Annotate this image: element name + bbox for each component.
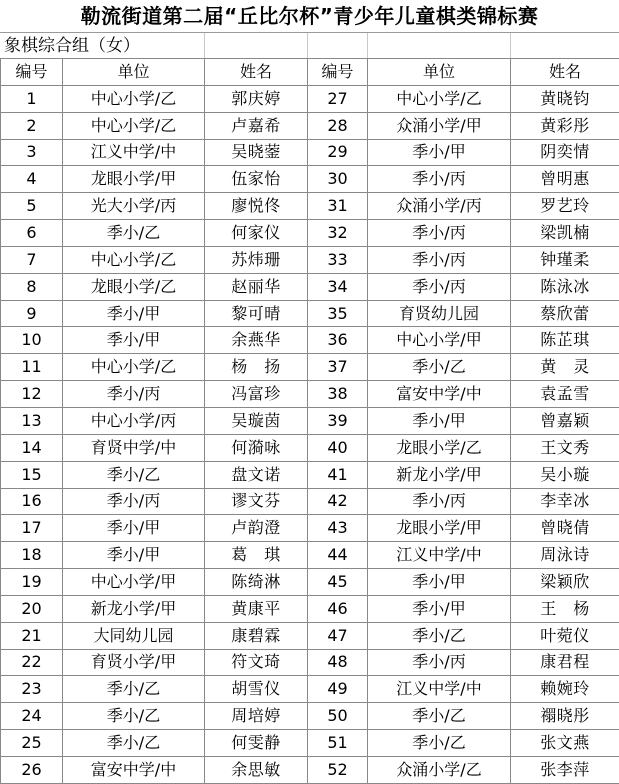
cell-number[interactable]: 27 (308, 85, 368, 112)
cell-unit[interactable]: 中心小学/丙 (63, 407, 205, 434)
cell-unit[interactable]: 季小/丙 (63, 488, 205, 515)
table-row (1, 488, 619, 515)
cell-name[interactable]: 符文琦 (205, 649, 308, 676)
gridline (510, 33, 511, 59)
cell-number[interactable]: 8 (1, 273, 63, 300)
cell-unit[interactable]: 季小/甲 (368, 407, 511, 434)
cell-number[interactable]: 22 (1, 649, 63, 676)
table-row (1, 220, 619, 247)
sheet-title: 勒流街道第二届“丘比尔杯”青少年儿童棋类锦标赛 (0, 0, 619, 32)
cell-number[interactable]: 24 (1, 703, 63, 730)
table-row (1, 85, 619, 112)
cell-number[interactable]: 39 (308, 407, 368, 434)
cell-name[interactable]: 赵丽华 (205, 273, 308, 300)
cell-number[interactable]: 51 (308, 730, 368, 757)
cell-unit[interactable]: 季小/甲 (368, 569, 511, 596)
cell-name[interactable]: 余燕华 (205, 327, 308, 354)
cell-unit[interactable]: 季小/乙 (63, 703, 205, 730)
cell-name[interactable]: 曾晓倩 (511, 515, 619, 542)
table-row (1, 622, 619, 649)
cell-unit[interactable]: 育贤中学/中 (63, 434, 205, 461)
cell-unit[interactable]: 季小/乙 (368, 622, 511, 649)
table-row (1, 407, 619, 434)
cell-number[interactable]: 48 (308, 649, 368, 676)
cell-unit[interactable]: 富安中学/中 (368, 381, 511, 408)
header-number[interactable]: 编号 (308, 59, 368, 86)
cell-name[interactable]: 郭庆婷 (205, 85, 308, 112)
cell-number[interactable]: 28 (308, 112, 368, 139)
table-body (1, 85, 619, 783)
cell-number[interactable]: 6 (1, 220, 63, 247)
cell-number[interactable]: 36 (308, 327, 368, 354)
cell-unit[interactable]: 季小/丙 (368, 166, 511, 193)
cell-name[interactable]: 赖婉玲 (511, 676, 619, 703)
cell-unit[interactable]: 富安中学/中 (63, 756, 205, 783)
cell-name[interactable]: 李幸冰 (511, 488, 619, 515)
cell-number[interactable]: 2 (1, 112, 63, 139)
table-row (1, 434, 619, 461)
table-row (1, 649, 619, 676)
cell-unit[interactable]: 季小/甲 (368, 595, 511, 622)
cell-name[interactable]: 何家仪 (205, 220, 308, 247)
cell-name[interactable]: 黄晓钧 (511, 85, 619, 112)
cell-unit[interactable]: 季小/丙 (368, 246, 511, 273)
table-row (1, 730, 619, 757)
cell-name[interactable]: 吴璇茵 (205, 407, 308, 434)
cell-number[interactable]: 40 (308, 434, 368, 461)
cell-name[interactable]: 黄 灵 (511, 354, 619, 381)
cell-number[interactable]: 16 (1, 488, 63, 515)
cell-number[interactable]: 49 (308, 676, 368, 703)
cell-number[interactable]: 44 (308, 542, 368, 569)
cell-unit[interactable]: 季小/丙 (368, 649, 511, 676)
cell-name[interactable]: 康碧霖 (205, 622, 308, 649)
cell-name[interactable]: 陈绮淋 (205, 569, 308, 596)
cell-number[interactable]: 18 (1, 542, 63, 569)
cell-number[interactable]: 23 (1, 676, 63, 703)
table-row (1, 542, 619, 569)
cell-name[interactable]: 陈芷琪 (511, 327, 619, 354)
cell-number[interactable]: 20 (1, 595, 63, 622)
cell-unit[interactable]: 季小/甲 (63, 515, 205, 542)
table-row (1, 461, 619, 488)
table-row (1, 381, 619, 408)
cell-unit[interactable]: 季小/丙 (63, 381, 205, 408)
cell-name[interactable]: 陈泳冰 (511, 273, 619, 300)
cell-name[interactable]: 黎可晴 (205, 300, 308, 327)
cell-unit[interactable]: 季小/乙 (63, 730, 205, 757)
cell-unit[interactable]: 季小/乙 (368, 703, 511, 730)
cell-unit[interactable]: 季小/乙 (63, 461, 205, 488)
table-row (1, 166, 619, 193)
cell-number[interactable]: 46 (308, 595, 368, 622)
cell-name[interactable]: 罗艺玲 (511, 193, 619, 220)
cell-unit[interactable]: 龙眼小学/乙 (63, 273, 205, 300)
cell-unit[interactable]: 季小/丙 (368, 220, 511, 247)
cell-unit[interactable]: 大同幼儿园 (63, 622, 205, 649)
cell-number[interactable]: 14 (1, 434, 63, 461)
cell-number[interactable]: 26 (1, 756, 63, 783)
cell-name[interactable]: 周泳诗 (511, 542, 619, 569)
cell-number[interactable]: 1 (1, 85, 63, 112)
cell-number[interactable]: 43 (308, 515, 368, 542)
cell-number[interactable]: 3 (1, 139, 63, 166)
cell-name[interactable]: 余思敏 (205, 756, 308, 783)
cell-number[interactable]: 33 (308, 246, 368, 273)
cell-number[interactable]: 5 (1, 193, 63, 220)
cell-unit[interactable]: 中心小学/乙 (63, 354, 205, 381)
cell-name[interactable]: 康君程 (511, 649, 619, 676)
cell-name[interactable]: 叶菀仪 (511, 622, 619, 649)
table-row (1, 756, 619, 783)
cell-name[interactable]: 黄彩彤 (511, 112, 619, 139)
cell-number[interactable]: 25 (1, 730, 63, 757)
cell-unit[interactable]: 中心小学/乙 (63, 246, 205, 273)
cell-unit[interactable]: 新龙小学/甲 (63, 595, 205, 622)
cell-unit[interactable]: 江义中学/中 (368, 676, 511, 703)
cell-number[interactable]: 13 (1, 407, 63, 434)
cell-name[interactable]: 伍家怡 (205, 166, 308, 193)
table-row (1, 515, 619, 542)
cell-number[interactable]: 32 (308, 220, 368, 247)
cell-unit[interactable]: 季小/甲 (63, 327, 205, 354)
cell-name[interactable]: 胡雪仪 (205, 676, 308, 703)
cell-name[interactable]: 谬文芬 (205, 488, 308, 515)
cell-name[interactable]: 吴晓蓥 (205, 139, 308, 166)
cell-number[interactable]: 10 (1, 327, 63, 354)
table-row (1, 112, 619, 139)
table-row (1, 569, 619, 596)
cell-number[interactable]: 31 (308, 193, 368, 220)
cell-name[interactable]: 葛 琪 (205, 542, 308, 569)
cell-name[interactable]: 卢嘉希 (205, 112, 308, 139)
cell-name[interactable]: 何漪咏 (205, 434, 308, 461)
cell-unit[interactable]: 季小/乙 (63, 676, 205, 703)
cell-name[interactable]: 王文秀 (511, 434, 619, 461)
cell-unit[interactable]: 季小/乙 (368, 730, 511, 757)
cell-number[interactable]: 52 (308, 756, 368, 783)
cell-name[interactable]: 苏炜珊 (205, 246, 308, 273)
cell-name[interactable]: 钟瑾柔 (511, 246, 619, 273)
gridline (204, 33, 205, 59)
cell-number[interactable]: 34 (308, 273, 368, 300)
cell-number[interactable]: 37 (308, 354, 368, 381)
cell-number[interactable]: 38 (308, 381, 368, 408)
table-row (1, 139, 619, 166)
gridline (307, 33, 308, 59)
cell-name[interactable]: 冯富珍 (205, 381, 308, 408)
cell-unit[interactable]: 季小/甲 (63, 300, 205, 327)
cell-unit[interactable]: 龙眼小学/甲 (63, 166, 205, 193)
cell-unit[interactable]: 季小/丙 (368, 273, 511, 300)
cell-name[interactable]: 杨 扬 (205, 354, 308, 381)
table-row (1, 595, 619, 622)
cell-name[interactable]: 梁凯楠 (511, 220, 619, 247)
cell-unit[interactable]: 季小/甲 (63, 542, 205, 569)
header-number[interactable]: 编号 (1, 59, 63, 86)
cell-unit[interactable]: 季小/乙 (368, 354, 511, 381)
cell-unit[interactable]: 众涌小学/甲 (368, 112, 511, 139)
cell-unit[interactable]: 季小/丙 (368, 488, 511, 515)
header-unit[interactable]: 单位 (63, 59, 205, 86)
cell-number[interactable]: 41 (308, 461, 368, 488)
cell-name[interactable]: 黄康平 (205, 595, 308, 622)
cell-name[interactable]: 蔡欣蕾 (511, 300, 619, 327)
table-row (1, 273, 619, 300)
cell-name[interactable]: 廖悦佟 (205, 193, 308, 220)
cell-unit[interactable]: 中心小学/乙 (63, 85, 205, 112)
cell-number[interactable]: 29 (308, 139, 368, 166)
cell-number[interactable]: 11 (1, 354, 63, 381)
header-name[interactable]: 姓名 (205, 59, 308, 86)
table-row (1, 676, 619, 703)
table-row (1, 246, 619, 273)
cell-number[interactable]: 45 (308, 569, 368, 596)
cell-name[interactable]: 何雯静 (205, 730, 308, 757)
cell-name[interactable]: 张文燕 (511, 730, 619, 757)
cell-number[interactable]: 15 (1, 461, 63, 488)
header-row (1, 59, 619, 86)
table-row (1, 300, 619, 327)
cell-name[interactable]: 曾明惠 (511, 166, 619, 193)
cell-number[interactable]: 12 (1, 381, 63, 408)
group-subtitle: 象棋综合组（女） (4, 33, 140, 59)
cell-unit[interactable]: 季小/甲 (368, 139, 511, 166)
cell-name[interactable]: 周培婷 (205, 703, 308, 730)
cell-unit[interactable]: 龙眼小学/乙 (368, 434, 511, 461)
cell-name[interactable]: 盘文诺 (205, 461, 308, 488)
header-unit[interactable]: 单位 (368, 59, 511, 86)
cell-unit[interactable]: 育贤幼儿园 (368, 300, 511, 327)
cell-number[interactable]: 30 (308, 166, 368, 193)
cell-name[interactable]: 王 杨 (511, 595, 619, 622)
table-row (1, 193, 619, 220)
cell-name[interactable]: 阴奕情 (511, 139, 619, 166)
cell-unit[interactable]: 光大小学/丙 (63, 193, 205, 220)
table-row (1, 327, 619, 354)
cell-number[interactable]: 7 (1, 246, 63, 273)
cell-number[interactable]: 35 (308, 300, 368, 327)
cell-name[interactable]: 吴小璇 (511, 461, 619, 488)
cell-unit[interactable]: 中心小学/乙 (63, 112, 205, 139)
cell-name[interactable]: 卢韵澄 (205, 515, 308, 542)
cell-name[interactable]: 袁孟雪 (511, 381, 619, 408)
cell-number[interactable]: 17 (1, 515, 63, 542)
cell-unit[interactable]: 季小/乙 (63, 220, 205, 247)
cell-name[interactable]: 梁颖欣 (511, 569, 619, 596)
cell-name[interactable]: 张李萍 (511, 756, 619, 783)
cell-number[interactable]: 19 (1, 569, 63, 596)
cell-number[interactable]: 21 (1, 622, 63, 649)
cell-unit[interactable]: 中心小学/乙 (368, 85, 511, 112)
table-row (1, 354, 619, 381)
cell-unit[interactable]: 中心小学/甲 (63, 569, 205, 596)
subtitle-row (0, 32, 619, 59)
cell-unit[interactable]: 众涌小学/丙 (368, 193, 511, 220)
cell-unit[interactable]: 新龙小学/甲 (368, 461, 511, 488)
cell-unit[interactable]: 育贤小学/甲 (63, 649, 205, 676)
header-name[interactable]: 姓名 (511, 59, 619, 86)
cell-unit[interactable]: 众涌小学/乙 (368, 756, 511, 783)
cell-number[interactable]: 42 (308, 488, 368, 515)
cell-unit[interactable]: 中心小学/甲 (368, 327, 511, 354)
cell-name[interactable]: 禤晓彤 (511, 703, 619, 730)
cell-unit[interactable]: 龙眼小学/甲 (368, 515, 511, 542)
cell-number[interactable]: 9 (1, 300, 63, 327)
cell-unit[interactable]: 江义中学/中 (368, 542, 511, 569)
gridline (367, 33, 368, 59)
cell-number[interactable]: 47 (308, 622, 368, 649)
cell-name[interactable]: 曾嘉颖 (511, 407, 619, 434)
cell-number[interactable]: 50 (308, 703, 368, 730)
roster-table (0, 58, 619, 784)
cell-number[interactable]: 4 (1, 166, 63, 193)
cell-unit[interactable]: 江义中学/中 (63, 139, 205, 166)
table-row (1, 703, 619, 730)
